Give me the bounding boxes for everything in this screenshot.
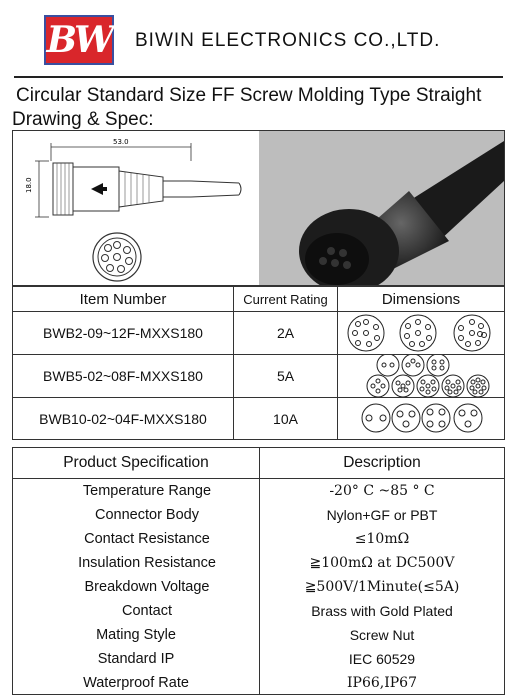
- items-table: [12, 286, 505, 440]
- spec-value: -20° C ~85 ° C: [329, 483, 435, 499]
- spec-label: Insulation Resistance: [78, 555, 216, 571]
- spec-label: Standard IP: [97, 651, 175, 667]
- technical-drawing: [13, 131, 260, 285]
- spec-label: Contact: [122, 603, 172, 619]
- dims-row2: [337, 355, 505, 397]
- spec-label: Mating Style: [96, 627, 176, 643]
- company-logo: [44, 15, 114, 65]
- spec-value: IP66,IP67: [347, 675, 417, 691]
- drawing-box: [12, 130, 505, 286]
- items-header-dims: Dimensions: [337, 287, 504, 311]
- spec-label: Waterproof Rate: [83, 675, 189, 691]
- spec-header-spec: Product Specification: [63, 454, 209, 471]
- connector-photo: [259, 131, 504, 285]
- table-row-item: BWB5-02~08F-MXXS180: [43, 368, 203, 384]
- spec-value: ≤10mΩ: [354, 531, 410, 547]
- spec-value: Nylon+GF or PBT: [326, 507, 438, 523]
- table-row-rating: 10A: [233, 398, 337, 439]
- spec-label: Temperature Range: [82, 483, 212, 499]
- items-header-rating: Current Rating: [233, 287, 337, 311]
- spec-value: Screw Nut: [349, 627, 415, 643]
- items-header-item: Item Number: [79, 290, 167, 308]
- table-row-rating: 5A: [233, 355, 337, 397]
- table-row-item: BWB10-02~04F-MXXS180: [39, 410, 207, 427]
- company-name: BIWIN ELECTRONICS CO.,LTD.: [135, 30, 441, 51]
- dim-length-label: 53.0: [113, 138, 129, 146]
- spec-header-desc: Description: [259, 448, 504, 478]
- logo-text: BW: [46, 19, 112, 61]
- table-row-item: BWB2-09~12F-MXXS180: [43, 325, 203, 341]
- spec-value: ≧100mΩ at DC500V: [309, 555, 455, 571]
- spec-value: IEC 60529: [348, 651, 416, 667]
- connector-drawing: [13, 131, 259, 285]
- dim-height-label: 18.0: [25, 177, 33, 193]
- table-row-rating: 2A: [233, 312, 337, 354]
- page-title: Circular Standard Size FF Screw Molding Type Straight: [16, 85, 482, 106]
- dims-row1: [337, 312, 505, 354]
- product-photo: [259, 131, 504, 285]
- dims-row3: [337, 398, 505, 439]
- spec-value: ≧500V/1Minute(≤5A): [304, 579, 460, 595]
- header-divider: [14, 76, 503, 78]
- page-subtitle: Drawing & Spec:: [12, 109, 154, 130]
- spec-label: Breakdown Voltage: [84, 579, 210, 595]
- spec-label: Connector Body: [95, 507, 199, 523]
- spec-value: Brass with Gold Plated: [311, 603, 453, 619]
- spec-table: [12, 447, 505, 695]
- spec-label: Contact Resistance: [84, 531, 210, 547]
